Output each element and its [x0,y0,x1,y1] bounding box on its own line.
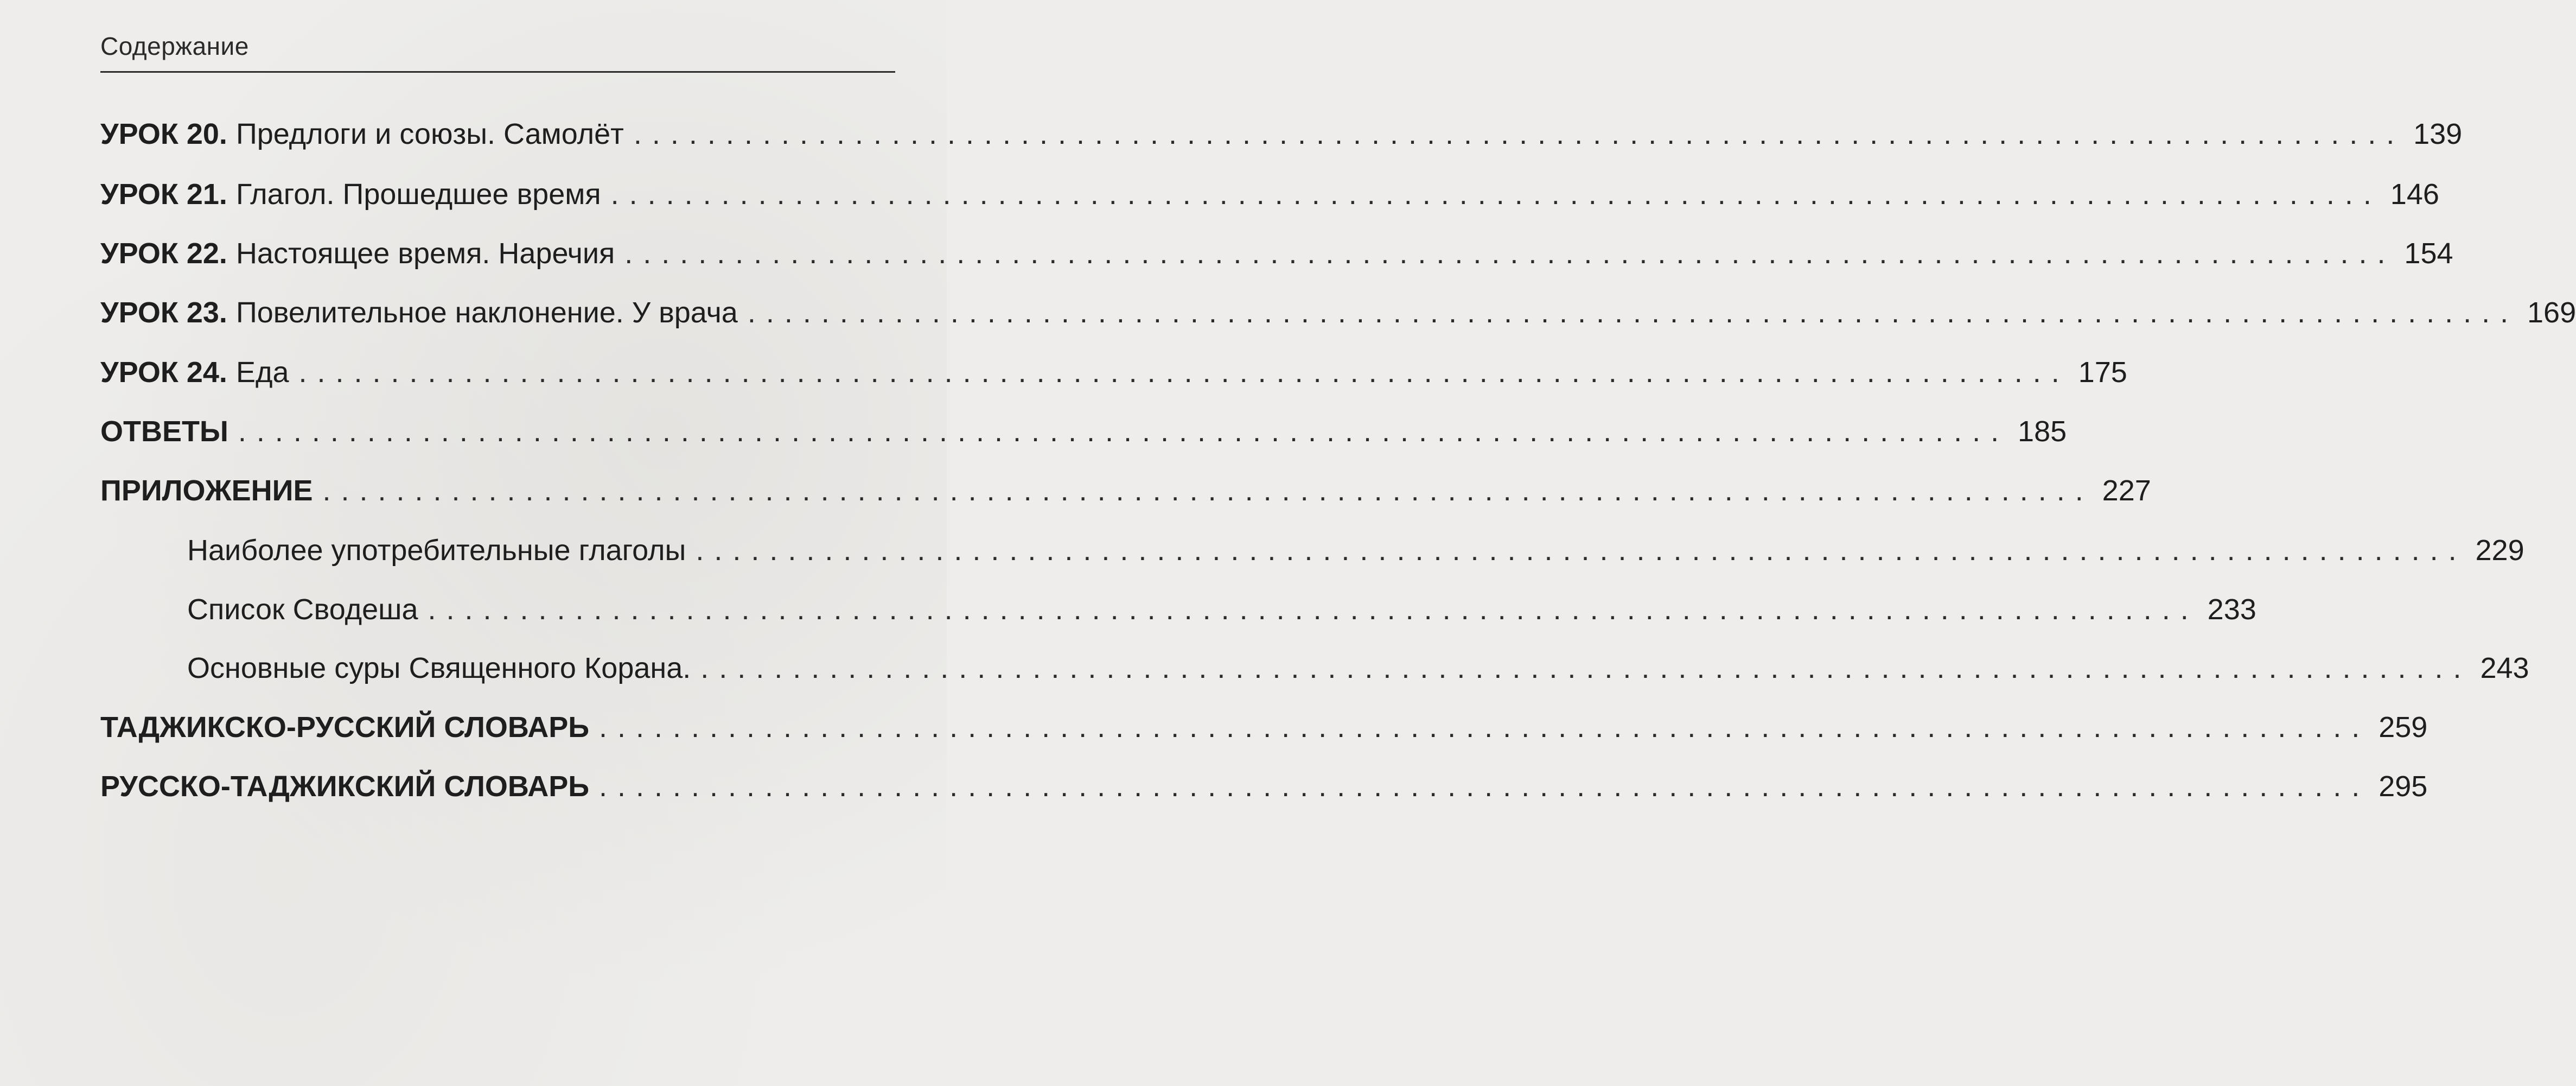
dot-leader: ................................................................................................ [610,178,2382,211]
toc-entry-title: Повелительное наклонение. У врача [235,296,738,329]
toc-entry-title: Список Сводеша [187,593,418,626]
toc-entry-title: ТАДЖИКСКО-РУССКИЙ СЛОВАРЬ [100,711,590,744]
toc-entry-page: 154 [2404,237,2453,270]
toc-entry-title: Предлоги и союзы. Самолёт [235,118,624,150]
toc-entry-lesson-22 [100,234,2453,272]
toc-entry-page: 185 [2018,415,2067,448]
toc-entry-page: 146 [2390,178,2439,211]
toc-entry-page: 229 [2475,534,2524,567]
toc-entry-title: Наиболее употребительные глаголы [187,534,686,567]
toc-entry-page: 233 [2207,593,2256,626]
dot-leader: ................................................................................................ [238,415,2010,448]
toc-entry-page: 259 [2379,711,2428,744]
dot-leader: ................................................................................................ [428,593,2199,626]
dot-leader: ................................................................................................ [747,296,2519,329]
toc-entry-title: ОТВЕТЫ [100,415,228,448]
toc-entry-page: 139 [2413,118,2463,150]
toc-subentry-quran-suras [187,649,2529,687]
toc-entry-page: 243 [2480,652,2529,684]
dot-leader: ................................................................................................ [599,770,2370,803]
dot-leader: ................................................................................................ [599,711,2370,744]
toc-entry-number: УРОК 24. [100,356,227,389]
toc-entry-lesson-20 [100,115,2463,153]
toc-entry-appendix [100,472,2151,510]
running-head: Содержание [100,32,249,60]
toc-entry-title: Глагол. Прошедшее время [235,178,601,211]
dot-leader: ................................................................................................ [322,474,2094,507]
toc-entry-title: ПРИЛОЖЕНИЕ [100,474,313,507]
toc-entry-lesson-23 [100,294,2576,332]
dot-leader: ................................................................................................ [624,237,2396,270]
dot-leader: ................................................................................................ [633,118,2405,150]
toc-entry-title: РУССКО-ТАДЖИКСКИЙ СЛОВАРЬ [100,770,590,803]
dot-leader: ................................................................................................ [298,356,2070,389]
toc-entry-number: УРОК 21. [100,178,227,211]
toc-entry-title: Еда [235,356,289,389]
toc-entry-lesson-24 [100,353,2127,391]
toc-entry-number: УРОК 20. [100,118,227,150]
toc-entry-number: УРОК 23. [100,296,227,329]
toc-subentry-swadesh-list [187,590,2256,628]
toc-entry-page: 169 [2527,296,2576,329]
toc-subentry-common-verbs [187,531,2524,569]
toc-entry-page: 295 [2379,770,2428,803]
toc-entry-page: 175 [2078,356,2127,389]
toc-entry-title: Настоящее время. Наречия [235,237,615,270]
dot-leader: ................................................................................................ [696,534,2467,567]
toc-entry-tajik-russian-dictionary [100,708,2428,746]
toc-entry-number: УРОК 22. [100,237,227,270]
header-rule [100,71,895,73]
toc-entry-answers [100,412,2067,450]
toc-entry-russian-tajik-dictionary [100,767,2428,805]
toc-entry-page: 227 [2102,474,2151,507]
dot-leader: ................................................................................................ [700,652,2472,684]
toc-entry-lesson-21 [100,175,2439,213]
toc-entry-title: Основные суры Священного Корана. [187,652,691,684]
